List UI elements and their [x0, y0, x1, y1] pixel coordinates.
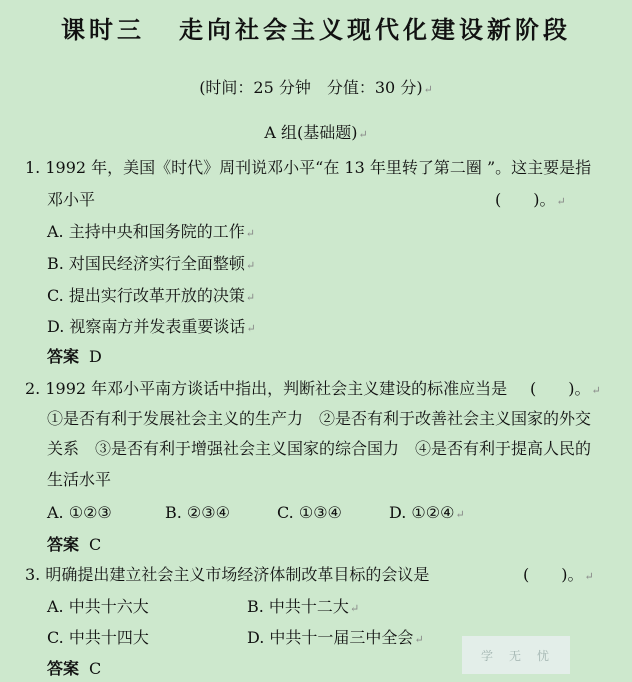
title-topic: 走向社会主义现代化建设新阶段 [179, 15, 571, 44]
q3-stem-line1: 3. 明确提出建立社会主义市场经济体制改革目标的会议是 [25, 565, 430, 584]
q1-option-b: B. 对国民经济实行全面整顿↵ [47, 254, 256, 273]
answer-label: 答案 [47, 347, 80, 366]
answer-value: C [89, 659, 102, 678]
q3-option-d: D. 中共十一届三中全会↵ [247, 628, 424, 647]
q2-option-b: B. ②③④ [165, 503, 230, 522]
q3-option-a: A. 中共十六大 [47, 597, 149, 616]
q1-option-a: A. 主持中央和国务院的工作↵ [47, 222, 255, 241]
q2-statement-line3: 生活水平 [47, 470, 112, 489]
answer-value: C [89, 535, 102, 554]
group-heading: A 组(基础题)↵ [264, 123, 368, 142]
watermark-logo: 学 无 忧 [462, 636, 570, 674]
q2-option-c: C. ①③④ [277, 503, 342, 522]
q2-answer-paren: ( )。↵ [530, 379, 601, 398]
time-score-info: (时间：25 分钟 分值：30 分)↵ [199, 78, 433, 97]
q1-stem-line1: 1. 1992 年，美国《时代》周刊说邓小平“在 13 年里转了第二圈 ”。这主要是指 [25, 158, 592, 177]
q2-stem-line1: 2. 1992 年邓小平南方谈话中指出，判断社会主义建设的标准应当是 [25, 379, 508, 398]
q2-option-d: D. ①②④↵ [389, 503, 465, 522]
q3-option-c: C. 中共十四大 [47, 628, 149, 647]
answer-label: 答案 [47, 659, 80, 678]
q1-option-c: C. 提出实行改革开放的决策↵ [47, 286, 256, 305]
q2-option-a: A. ①②③ [47, 503, 112, 522]
q3-answer-paren: ( )。↵ [523, 565, 594, 584]
q2-statement-line2: 关系 ③是否有利于增强社会主义国家的综合国力 ④是否有利于提高人民的 [47, 439, 592, 458]
q2-statement-line1: ①是否有利于发展社会主义的生产力 ②是否有利于改善社会主义国家的外交 [47, 409, 592, 428]
page-title [0, 10, 632, 45]
q3-option-b: B. 中共十二大↵ [247, 597, 360, 616]
q3-answer [47, 658, 101, 680]
title-lesson: 课时三 [61, 15, 145, 44]
q1-answer [47, 346, 102, 368]
answer-value: D [89, 347, 102, 366]
q1-answer-paren: ( )。↵ [495, 190, 566, 209]
q2-answer [47, 534, 101, 556]
answer-label: 答案 [47, 535, 80, 554]
q1-option-d: D. 视察南方并发表重要谈话↵ [47, 317, 256, 336]
q1-stem-line2: 邓小平 [47, 190, 96, 209]
